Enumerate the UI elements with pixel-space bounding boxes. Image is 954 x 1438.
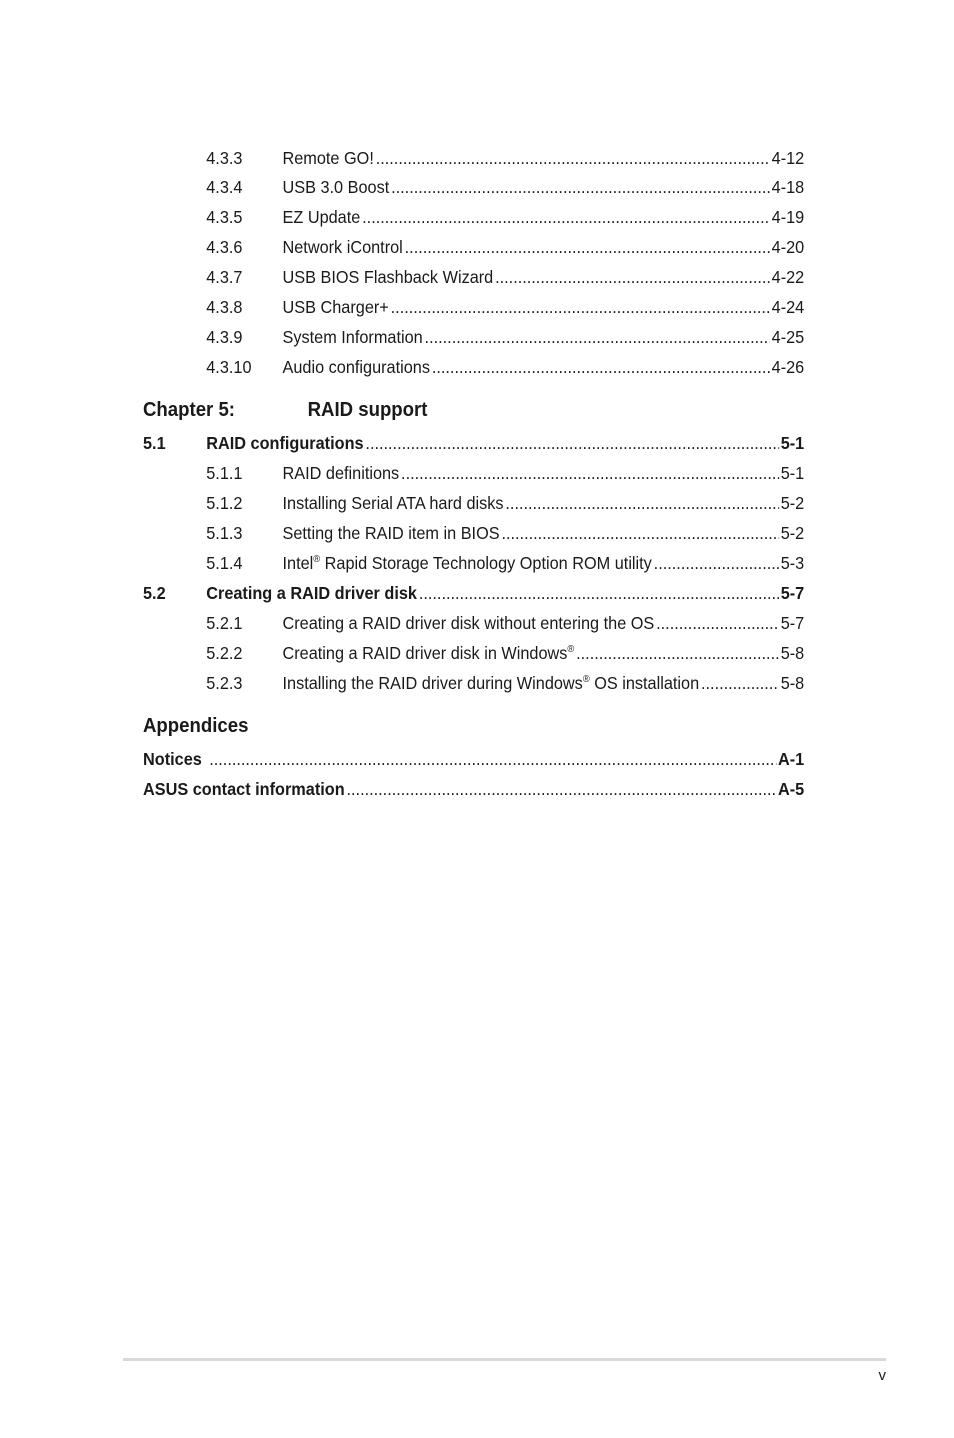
- section-page: 5-1: [780, 433, 805, 453]
- page-number: v: [878, 1367, 886, 1384]
- section-title: RAID configurations: [206, 433, 364, 453]
- entry-title: Notices: [143, 749, 202, 769]
- dot-leader: [376, 148, 770, 168]
- chapter-heading: [143, 399, 427, 422]
- dot-leader: [425, 327, 770, 347]
- toc-entry-5-2-1[interactable]: [143, 609, 804, 633]
- dot-leader: [432, 357, 770, 377]
- entry-number: 4.3.10: [206, 357, 252, 377]
- entry-number: 5.1.3: [206, 523, 243, 543]
- entry-title: Creating a RAID driver disk without entering the OS: [282, 613, 655, 633]
- toc-entry-asus-contact[interactable]: [143, 775, 804, 799]
- dot-leader: [405, 237, 770, 257]
- dot-leader: [391, 177, 770, 197]
- entry-title: USB Charger+: [282, 297, 389, 317]
- entry-number: 5.2.1: [206, 613, 243, 633]
- entry-number: 4.3.9: [206, 327, 243, 347]
- dot-leader: [401, 463, 779, 483]
- entry-page: A-1: [778, 749, 805, 769]
- chapter-title: RAID support: [307, 399, 428, 421]
- entry-title: Installing the RAID driver during Windows® OS installation: [282, 673, 700, 693]
- dot-leader: [347, 779, 777, 799]
- entry-page: 5-2: [780, 523, 805, 543]
- toc-entry-4-3-10[interactable]: [143, 353, 804, 377]
- dot-leader: [362, 207, 770, 227]
- entry-page: 4-26: [771, 357, 805, 377]
- section-number: 5.2: [143, 583, 166, 603]
- entry-title: ASUS contact information: [143, 779, 345, 799]
- entry-title: Intel® Rapid Storage Technology Option ROM utility: [282, 553, 652, 573]
- entry-page: 4-19: [771, 207, 805, 227]
- toc-entry-5-1-3[interactable]: [143, 519, 804, 543]
- toc-entry-4-3-6[interactable]: [143, 233, 804, 257]
- entry-title: Network iControl: [282, 237, 403, 257]
- toc-entry-4-3-4[interactable]: [143, 173, 804, 197]
- entry-page: 4-12: [771, 148, 805, 168]
- dot-leader: [576, 643, 779, 663]
- toc-entry-4-3-3[interactable]: [143, 144, 804, 168]
- dot-leader: [654, 553, 779, 573]
- entry-title: System Information: [282, 327, 423, 347]
- entry-title: Installing Serial ATA hard disks: [282, 493, 504, 513]
- section-title: Creating a RAID driver disk: [206, 583, 417, 603]
- toc-entry-4-3-7[interactable]: [143, 263, 804, 287]
- dot-leader: [505, 493, 778, 513]
- toc-section-5-2[interactable]: [143, 579, 804, 603]
- toc-entry-notices[interactable]: [143, 745, 804, 769]
- entry-title: USB 3.0 Boost: [282, 177, 390, 197]
- entry-title: Setting the RAID item in BIOS: [282, 523, 500, 543]
- dot-leader: [656, 613, 779, 633]
- entry-page: 5-8: [780, 643, 805, 663]
- entry-title: Creating a RAID driver disk in Windows®: [282, 643, 575, 663]
- entry-page: A-5: [778, 779, 805, 799]
- dot-leader: [419, 583, 779, 603]
- entry-page: 5-1: [780, 463, 805, 483]
- dot-leader: [365, 433, 778, 453]
- toc-entry-5-2-3[interactable]: [143, 669, 804, 693]
- entry-number: 4.3.6: [206, 237, 243, 257]
- entry-title: RAID definitions: [282, 463, 400, 483]
- entry-number: 4.3.8: [206, 297, 243, 317]
- toc-entry-4-3-5[interactable]: [143, 203, 804, 227]
- entry-number: 5.1.2: [206, 493, 243, 513]
- dot-leader: [701, 673, 779, 693]
- toc-entry-4-3-8[interactable]: [143, 293, 804, 317]
- footer-divider: [123, 1358, 886, 1361]
- section-number: 5.1: [143, 433, 166, 453]
- toc-entry-5-1-4[interactable]: [143, 549, 804, 573]
- toc-entry-4-3-9[interactable]: [143, 323, 804, 347]
- entry-page: 5-3: [780, 553, 805, 573]
- entry-page: 4-25: [771, 327, 805, 347]
- entry-page: 4-22: [771, 267, 805, 287]
- dot-leader: [391, 297, 770, 317]
- appendices-heading: Appendices: [143, 715, 249, 737]
- entry-page: 4-24: [771, 297, 805, 317]
- entry-page: 4-20: [771, 237, 805, 257]
- entry-number: 5.1.1: [206, 463, 243, 483]
- toc-entry-5-1-1[interactable]: [143, 459, 804, 483]
- dot-leader: [495, 267, 770, 287]
- entry-number: 4.3.5: [206, 207, 243, 227]
- entry-number: 4.3.7: [206, 267, 243, 287]
- toc-entry-5-2-2[interactable]: [143, 639, 804, 663]
- entry-title: USB BIOS Flashback Wizard: [282, 267, 494, 287]
- entry-number: 5.2.2: [206, 643, 243, 663]
- entry-number: 5.1.4: [206, 553, 243, 573]
- toc-section-5-1[interactable]: [143, 429, 804, 453]
- entry-title: Audio configurations: [282, 357, 430, 377]
- entry-page: 5-7: [780, 613, 805, 633]
- section-page: 5-7: [780, 583, 805, 603]
- dot-leader: [209, 749, 776, 769]
- entry-title: Remote GO!: [282, 148, 374, 168]
- entry-title: EZ Update: [282, 207, 361, 227]
- entry-number: 5.2.3: [206, 673, 243, 693]
- entry-number: 4.3.3: [206, 148, 243, 168]
- entry-page: 4-18: [771, 177, 805, 197]
- entry-page: 5-2: [780, 493, 805, 513]
- chapter-label: Chapter 5:: [143, 399, 235, 421]
- dot-leader: [501, 523, 778, 543]
- toc-entry-5-1-2[interactable]: [143, 489, 804, 513]
- entry-number: 4.3.4: [206, 177, 243, 197]
- entry-page: 5-8: [780, 673, 805, 693]
